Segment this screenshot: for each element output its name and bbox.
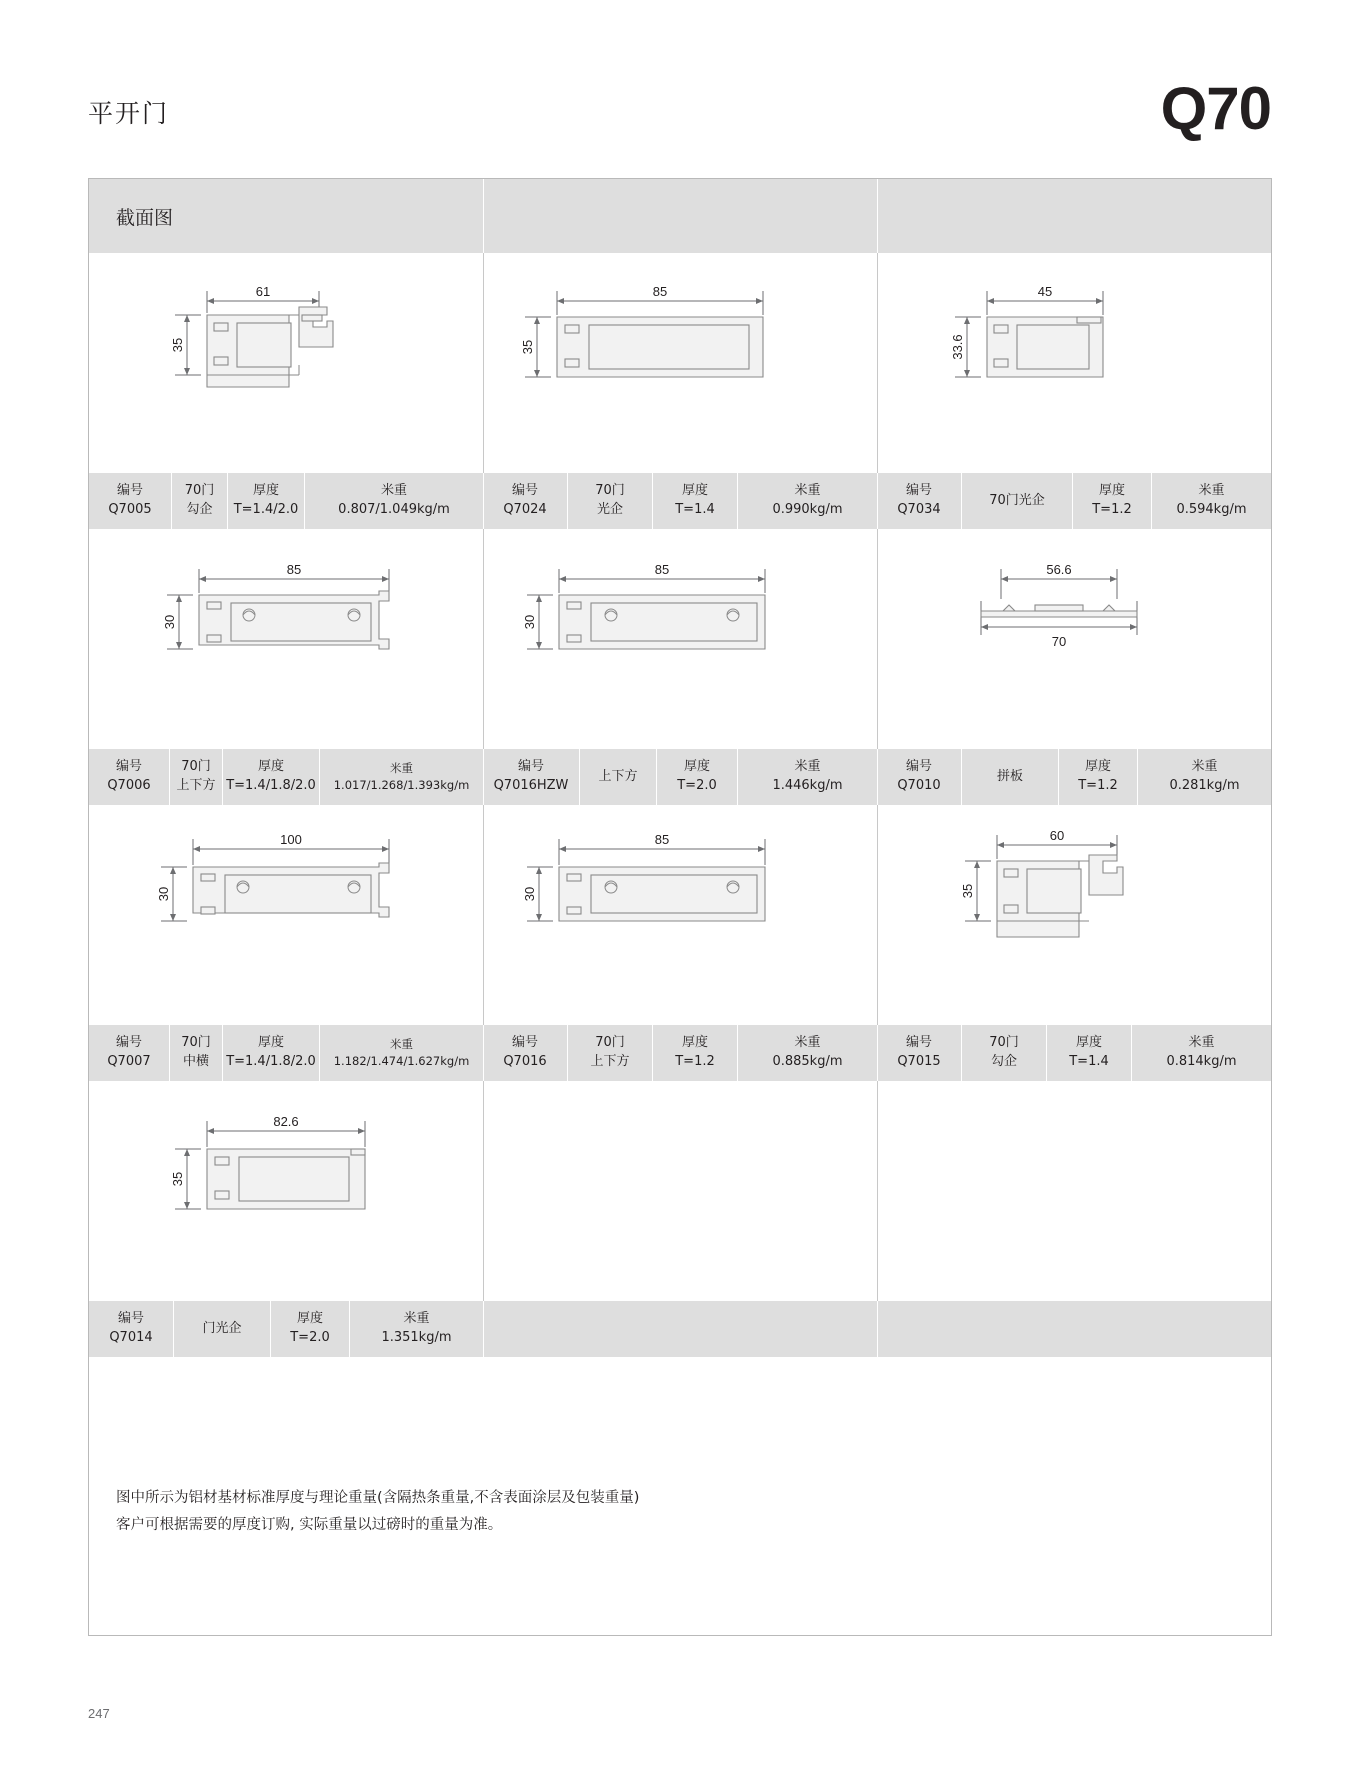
page-header xyxy=(88,75,1271,142)
profile-cell xyxy=(877,805,1271,1025)
spec-code-value: Q7005 xyxy=(108,502,152,517)
spec-weight: 米重 0.281kg/m xyxy=(1169,759,1240,793)
profile-drawing-q7006 xyxy=(89,529,483,749)
series-code: Q70 xyxy=(1160,75,1271,142)
spec-group xyxy=(483,473,877,529)
spec-weight: 米重 1.182/1.474/1.627kg/m xyxy=(333,1037,470,1068)
dim-width: 85 xyxy=(286,562,302,577)
profile-row xyxy=(89,805,1271,1081)
dim-width: 82.6 xyxy=(273,1114,299,1129)
spec-code: 编号 Q7015 xyxy=(897,1035,941,1069)
spec-group xyxy=(89,1025,483,1081)
spec-thickness: 厚度 T=1.4/1.8/2.0 xyxy=(226,759,316,793)
spec-code-label: 编号 xyxy=(116,483,143,499)
title-divider-1 xyxy=(483,179,484,253)
dim-width: 100 xyxy=(280,832,302,847)
drawing-row xyxy=(89,1081,1271,1301)
spec-thickness: 厚度 T=1.2 xyxy=(675,1035,715,1069)
profile-drawing-q7010 xyxy=(877,529,1271,749)
spec-name: 70门 中横 xyxy=(181,1035,211,1069)
dim-width: 60 xyxy=(1049,828,1065,843)
spec-thickness: 厚度 T=2.0 xyxy=(290,1311,330,1345)
spec-weight: 米重 0.807/1.049kg/m xyxy=(338,483,450,517)
dim-height: 35 xyxy=(170,337,185,353)
spec-code: 编号 Q7024 xyxy=(503,483,547,517)
dim-height: 30 xyxy=(156,886,171,902)
spec-code: 编号 Q7010 xyxy=(897,759,941,793)
dim-height: 35 xyxy=(520,339,535,355)
profile-cell xyxy=(89,253,483,473)
section-sheet xyxy=(88,178,1272,1636)
dim-width: 56.6 xyxy=(1046,562,1072,577)
dim-height: 70 xyxy=(1051,634,1067,649)
profile-cell xyxy=(483,529,877,749)
spec-group-empty xyxy=(483,1301,877,1357)
profile-drawing-q7014 xyxy=(89,1081,483,1301)
spec-name: 70门 光企 xyxy=(595,483,625,517)
spec-name: 拼板 xyxy=(996,768,1023,784)
spec-thickness: 厚度 T=2.0 xyxy=(677,759,717,793)
section-title-bar xyxy=(89,179,1271,253)
profile-cell-empty xyxy=(877,1081,1271,1301)
title-divider-2 xyxy=(877,179,878,253)
spec-code: 编号 Q7016 xyxy=(503,1035,547,1069)
spec-code: 编号 Q7034 xyxy=(897,483,941,517)
profile-drawing-q7016 xyxy=(483,805,877,1025)
spec-group xyxy=(89,1301,483,1357)
drawing-row xyxy=(89,529,1271,749)
spec-code xyxy=(89,473,171,529)
page-title: 平开门 xyxy=(88,99,170,128)
spec-thickness: 厚度 T=1.4 xyxy=(1069,1035,1109,1069)
dim-height: 35 xyxy=(170,1171,185,1187)
profile-drawing-q7024 xyxy=(483,253,877,473)
spec-name: 70门 上下方 xyxy=(176,759,216,793)
spec-thickness: 厚度 T=1.2 xyxy=(1078,759,1118,793)
spec-thickness: 厚度 T=1.4 xyxy=(675,483,715,517)
spec-group-empty xyxy=(877,1301,1271,1357)
spec-group xyxy=(89,473,483,529)
spec-group xyxy=(89,749,483,805)
drawing-row xyxy=(89,253,1271,473)
dim-width: 85 xyxy=(652,284,668,299)
spec-group xyxy=(877,749,1271,805)
profile-cell xyxy=(877,529,1271,749)
spec-name: 70门 上下方 xyxy=(590,1035,630,1069)
spec-name: 门光企 xyxy=(202,1320,242,1336)
dim-height: 30 xyxy=(522,614,537,630)
profile-cell xyxy=(877,253,1271,473)
dim-height: 30 xyxy=(162,614,177,630)
spec-name: 70门光企 xyxy=(989,492,1045,508)
dim-width: 61 xyxy=(255,284,271,299)
spec-row xyxy=(89,473,1271,529)
drawing-row xyxy=(89,805,1271,1025)
profile-cell xyxy=(483,805,877,1025)
spec-weight: 米重 0.885kg/m xyxy=(772,1035,843,1069)
spec-group xyxy=(877,473,1271,529)
spec-name: 70门 勾企 xyxy=(989,1035,1019,1069)
spec-row xyxy=(89,1301,1271,1357)
dim-width: 85 xyxy=(654,562,670,577)
footnote-line-1: 图中所示为铝材基材标准厚度与理论重量(含隔热条重量,不含表面涂层及包装重量) xyxy=(116,1490,640,1507)
footnote xyxy=(116,1485,639,1539)
profile-cell-empty xyxy=(483,1081,877,1301)
spec-name: 70门 勾企 xyxy=(184,483,215,517)
spec-thickness: 厚度 T=1.4/2.0 xyxy=(233,483,299,517)
profile-drawing-q7007 xyxy=(89,805,483,1025)
footnote-line-2: 客户可根据需要的厚度订购, 实际重量以过磅时的重量为准。 xyxy=(116,1517,503,1534)
profile-row xyxy=(89,253,1271,529)
page-number: 247 xyxy=(88,1706,110,1721)
profile-row xyxy=(89,529,1271,805)
spec-weight: 米重 1.351kg/m xyxy=(381,1311,452,1345)
section-title: 截面图 xyxy=(116,207,174,229)
dim-height: 35 xyxy=(960,883,975,899)
spec-row xyxy=(89,749,1271,805)
spec-group xyxy=(877,1025,1271,1081)
spec-weight: 米重 1.446kg/m xyxy=(772,759,843,793)
profile-drawing-q7016hzw xyxy=(483,529,877,749)
profile-drawing-q7005 xyxy=(89,253,483,473)
dim-height: 33.6 xyxy=(950,334,965,360)
spec-code: 编号 Q7007 xyxy=(107,1035,151,1069)
spec-weight: 米重 0.594kg/m xyxy=(1176,483,1247,517)
spec-weight: 米重 0.990kg/m xyxy=(772,483,843,517)
spec-weight: 米重 0.814kg/m xyxy=(1166,1035,1237,1069)
dim-width: 85 xyxy=(654,832,670,847)
spec-thickness: 厚度 T=1.4/1.8/2.0 xyxy=(226,1035,316,1069)
profile-drawing-q7015 xyxy=(877,805,1271,1025)
spec-row xyxy=(89,1025,1271,1081)
profile-grid xyxy=(89,253,1271,1357)
spec-code: 编号 Q7016HZW xyxy=(493,759,569,793)
profile-cell xyxy=(89,805,483,1025)
spec-group xyxy=(483,749,877,805)
spec-weight: 米重 1.017/1.268/1.393kg/m xyxy=(333,761,470,792)
profile-drawing-q7034 xyxy=(877,253,1271,473)
spec-code: 编号 Q7014 xyxy=(109,1311,153,1345)
dim-width: 45 xyxy=(1037,284,1053,299)
profile-row xyxy=(89,1081,1271,1357)
profile-cell xyxy=(89,1081,483,1301)
spec-name: 上下方 xyxy=(598,768,638,784)
profile-cell xyxy=(483,253,877,473)
profile-cell xyxy=(89,529,483,749)
spec-code: 编号 Q7006 xyxy=(107,759,151,793)
spec-thickness: 厚度 T=1.2 xyxy=(1092,483,1132,517)
dim-height: 30 xyxy=(522,886,537,902)
spec-group xyxy=(483,1025,877,1081)
